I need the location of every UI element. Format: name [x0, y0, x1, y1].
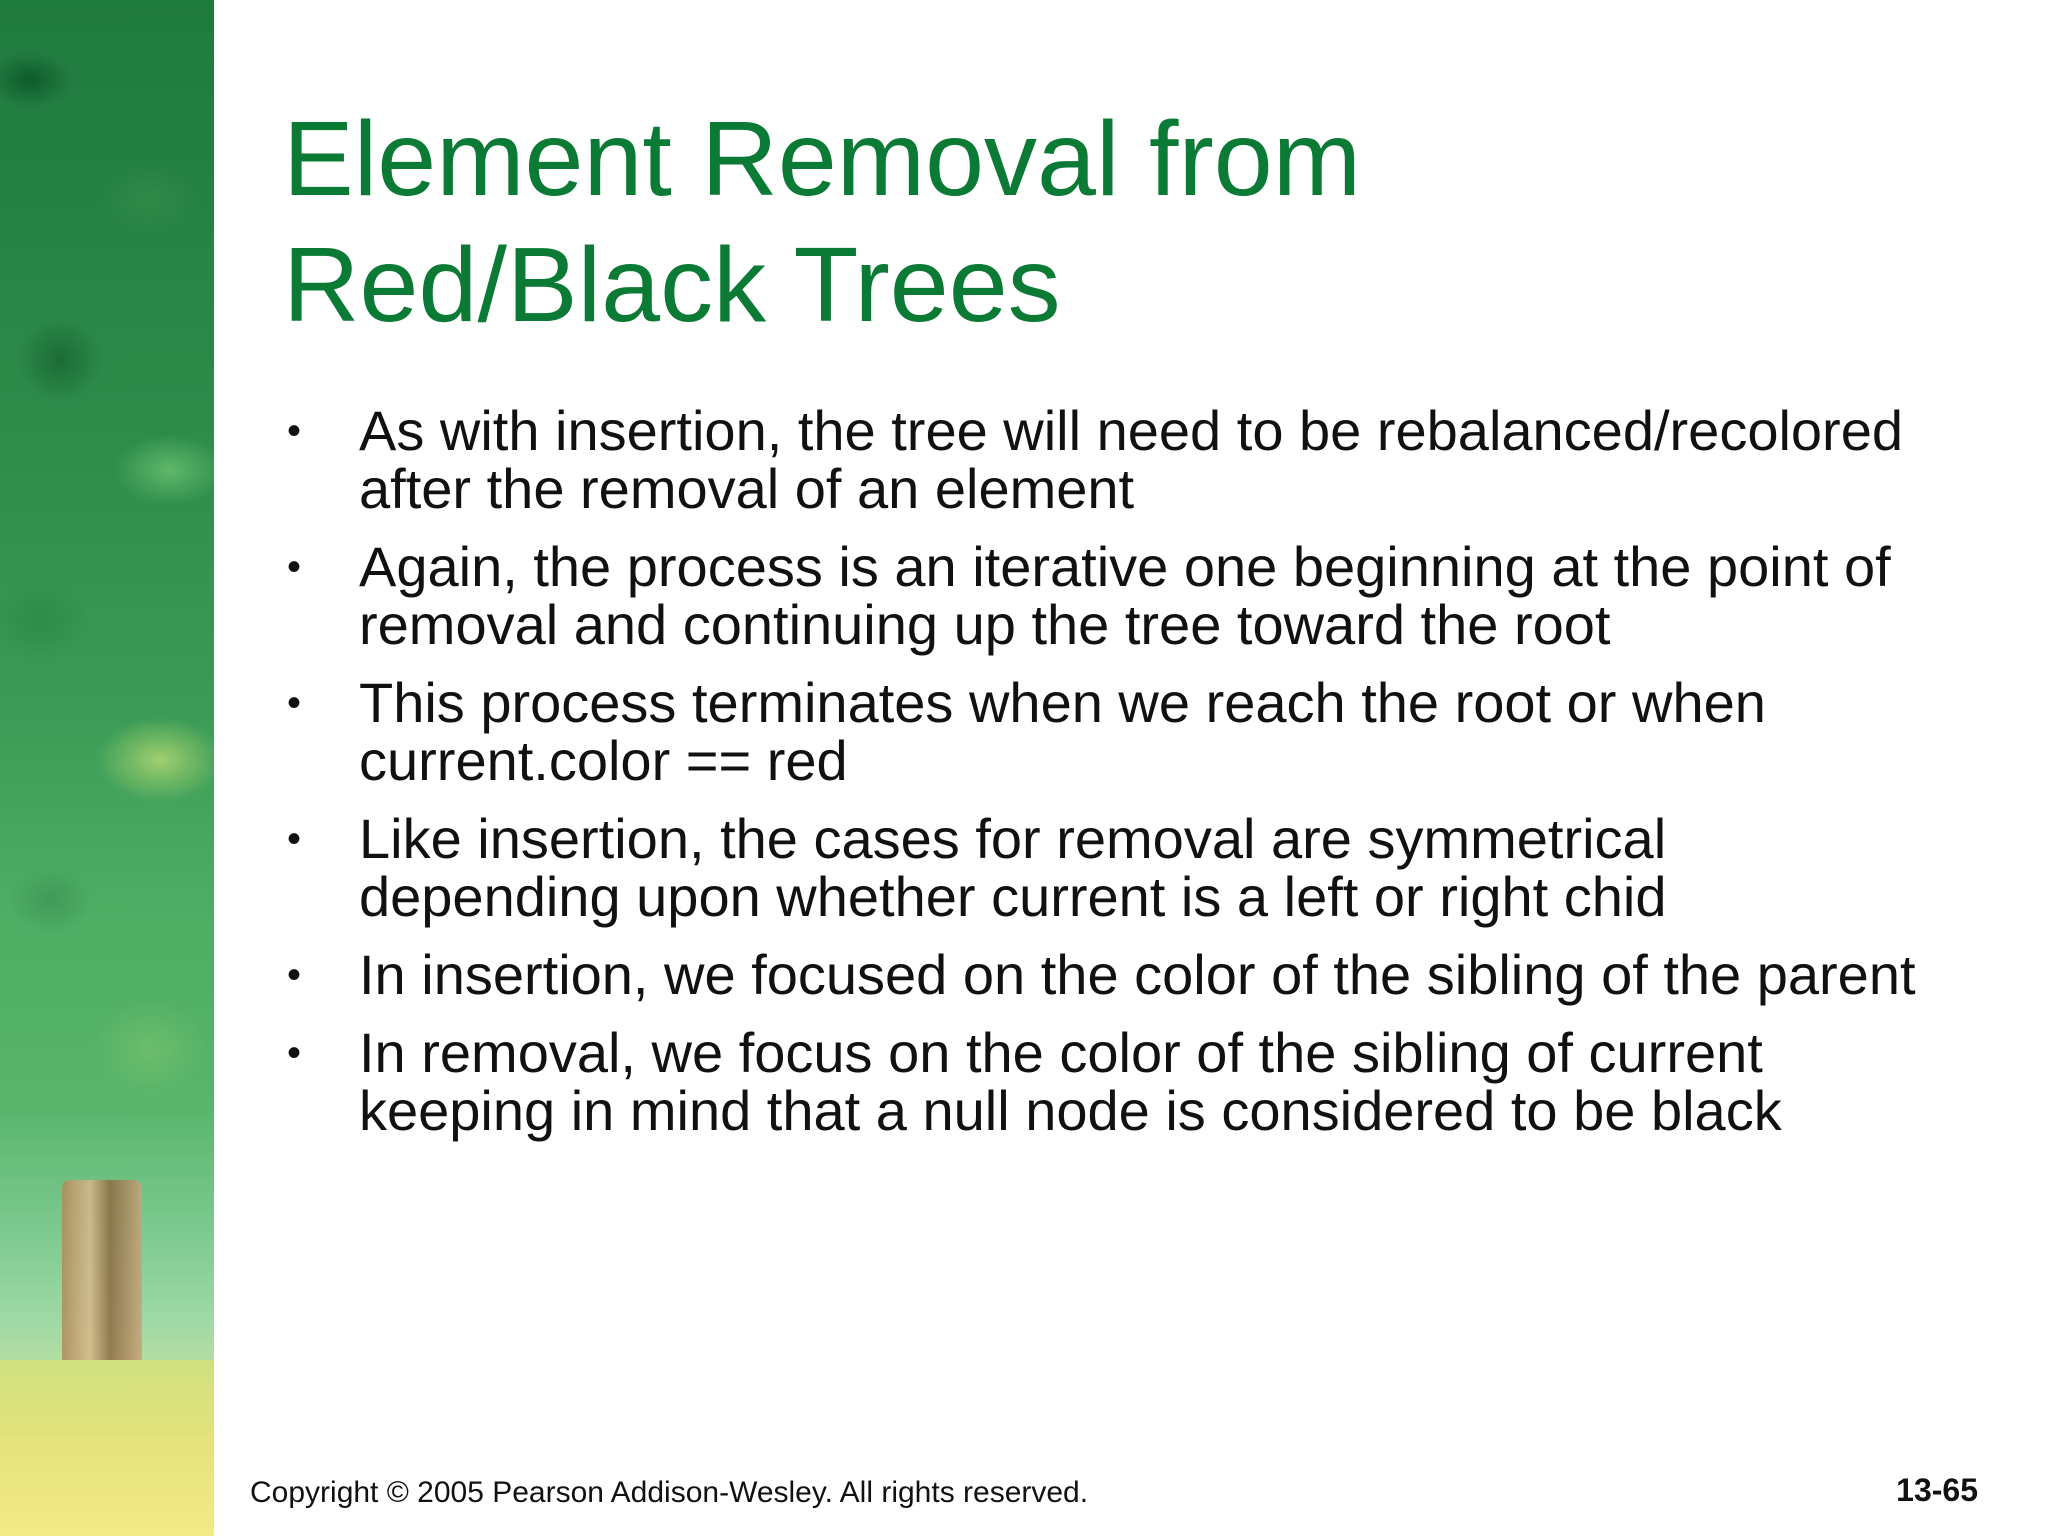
bullet-line: This process terminates when we reach the root or when: [359, 671, 1766, 734]
bullet-item: [283, 399, 1983, 520]
bullet-line: removal and continuing up the tree toward the root: [359, 593, 1611, 656]
bullet-marker: •: [287, 545, 302, 589]
bullet-item: [283, 671, 1983, 792]
title-line-2: Red/Black Trees: [283, 226, 1061, 344]
bullet-line: In insertion, we focused on the color of the sibling of the parent: [359, 943, 1916, 1006]
bullet-list: [283, 399, 1983, 1160]
bullet-marker: •: [287, 681, 302, 725]
bullet-line: current.color == red: [359, 729, 848, 792]
slide-title: [283, 96, 1983, 348]
bullet-item: [283, 535, 1983, 656]
tree-image: [0, 0, 214, 1536]
title-line-1: Element Removal from: [283, 100, 1362, 218]
bullet-item: [283, 807, 1983, 928]
bullet-item: [283, 943, 1983, 1006]
bullet-line: after the removal of an element: [359, 457, 1135, 520]
bullet-line: As with insertion, the tree will need to be rebalanced/recolored: [359, 399, 1903, 462]
bullet-line: Again, the process is an iterative one beginning at the point of: [359, 535, 1891, 598]
bullet-marker: •: [287, 1031, 302, 1075]
bullet-marker: •: [287, 953, 302, 997]
copyright-notice: Copyright © 2005 Pearson Addison-Wesley. All rights reserved.: [250, 1476, 1089, 1509]
bullet-line: In removal, we focus on the color of the sibling of current: [359, 1021, 1763, 1084]
grass: [0, 1360, 214, 1536]
tree-trunk: [62, 1180, 142, 1380]
bullet-line: depending upon whether current is a left or right chid: [359, 865, 1667, 928]
bullet-marker: •: [287, 409, 302, 453]
bullet-line: Like insertion, the cases for removal are symmetrical: [359, 807, 1667, 870]
bullet-line: keeping in mind that a null node is considered to be black: [359, 1079, 1782, 1142]
bullet-marker: •: [287, 817, 302, 861]
page-number: 13-65: [1896, 1472, 1978, 1508]
bullet-item: [283, 1021, 1983, 1142]
